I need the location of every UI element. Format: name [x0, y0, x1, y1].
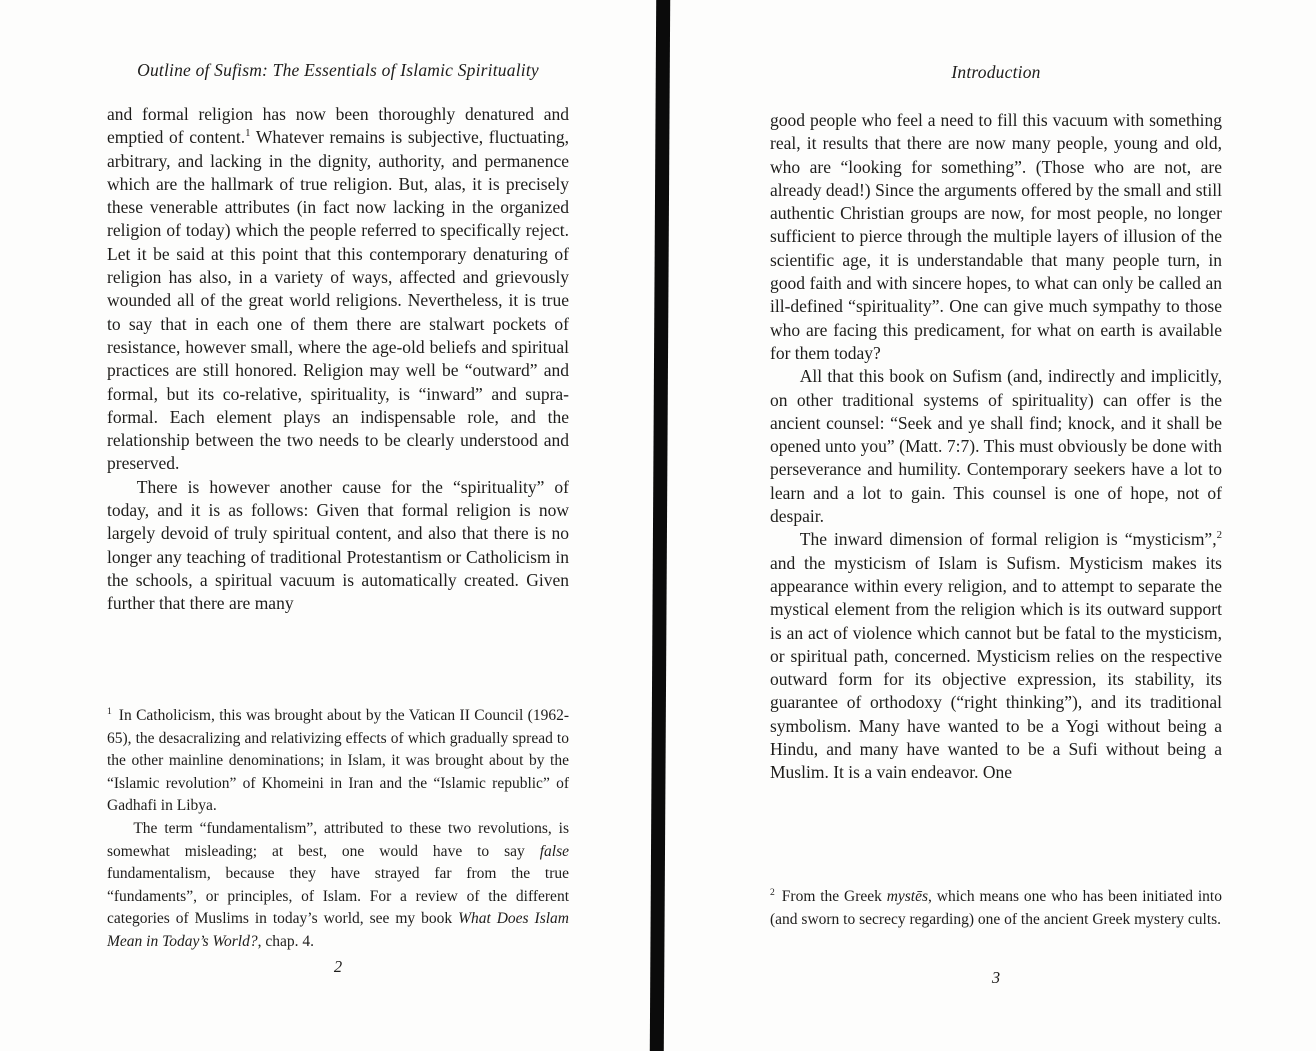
running-head-left: Outline of Sufism: The Essentials of Islamic Spirituality [137, 60, 539, 80]
footnote-marker: 2 [1216, 529, 1222, 542]
body-paragraph: The inward dimension of formal religion is “mysticism”,$^2$ and the mysticism of Islam is Sufism. Mysticism makes its appearance within every religion, and to attempt to separate the mystical element from the religion which is its outward support is an act of violence which cannot but be fatal to the mysticism, or spiritual path, concerned. Mysticism relies on the respective outward form for its objective expression, its stability, its guarantee of orthodoxy (“right thinking”), and its traditional symbolism. Many have wanted to be a Yogi without being a Hindu, and many have wanted to be a Sufi without being a Muslim. It is a vain endeavor. One [770, 529, 1222, 783]
page-number-right: 3 [991, 968, 1001, 987]
page-left [107, 60, 569, 1051]
footnote-marker: 2 [770, 886, 775, 898]
footnotes-left [107, 705, 569, 954]
book-gutter-shadow [650, 0, 671, 1051]
body-paragraph: All that this book on Sufism (and, indirectly and implicitly, on other traditional systems of spirituality) can offer is the ancient counsel: “Seek and ye shall find; knock, and it shall be opened unto you” (Matt. 7:7). This must obviously be done with perseverance and humility. Contemporary seekers have a lot to learn and a lot to gain. This counsel is one of hope, not of despair. [770, 366, 1222, 527]
body-paragraph: and formal religion has now been thoroughly denatured and emptied of content.$^1$ Whatever remains is subjective, fluctuating, arbitrary, and lacking in the dignity, authority, and permanence which are the hallmark of true religion. But, alas, it is precisely these venerable attributes (in fact now lacking in the organized religion of today) which the people referred to specifically reject. Let it be said at this point that this contemporary denaturing of religion has also, in a variety of ways, affected and grievously wounded all of the great world religions. Nevertheless, it is true to say that in each one of them there are stalwart pockets of resistance, however small, where the age-old beliefs and spiritual practices are still honored. Religion may well be “outward” and formal, but its co-relative, spirituality, is “inward” and supra-formal. Each element plays an indispensable role, and the relationship between the two needs to be clearly understood and preserved. [107, 104, 569, 474]
footnote-marker: 1 [245, 127, 251, 140]
body-paragraph: good people who feel a need to fill this vacuum with something real, it results that there are now many people, young and old, who are “looking for something”. (Those who are not, are already dead!) Since the arguments offered by the small and still authentic Christian groups are now, for most people, no longer sufficient to pierce through the multiple layers of illusion of the scientific age, it is understandable that many people turn, in good faith and with sincere hopes, to what can only be called an ill-defined “spirituality”. One can give much sympathy to those who are facing this predicament, for what on earth is available for them today? [770, 110, 1222, 363]
running-head-right: Introduction [951, 62, 1041, 82]
footnote-paragraph: The term “fundamentalism”, attributed to these two revolutions, is somewhat misleading; at best, one would have to say false fundamentalism, because they have strayed far from the true “fundaments”, or principles, of Islam. For a review of the different categories of Muslims in today’s world, see my book What Does Islam Mean in Today’s World?, chap. 4. [107, 819, 569, 950]
body-text-left [107, 103, 569, 616]
page-right [770, 62, 1222, 1051]
body-text-right [770, 109, 1222, 785]
body-paragraph: There is however another cause for the “spirituality” of today, and it is as follows: Given that formal religion is now largely devoid of truly spiritual content, and also that there is no longer any teaching of traditional Protestantism or Catholicism in the schools, a spiritual vacuum is automatically created. Given further that there are many [107, 476, 569, 614]
footnote-paragraph: $^2$ From the Greek mystēs, which means one who has been initiated into (and sworn to secrecy regarding) one of the ancient Greek mystery cults. [770, 886, 1222, 928]
page-number-left: 2 [333, 957, 343, 976]
footnote-marker: 1 [107, 705, 112, 717]
footnote-paragraph: $^1$ In Catholicism, this was brought about by the Vatican II Council (1962-65), the desacralizing and relativizing effects of which gradually spread to the other mainline denominations; in Islam, it was brought about by the “Islamic revolution” of Khomeini in Iran and the “Islamic republic” of Gadhafi in Libya. [107, 705, 569, 815]
footnotes-right [770, 886, 1222, 931]
